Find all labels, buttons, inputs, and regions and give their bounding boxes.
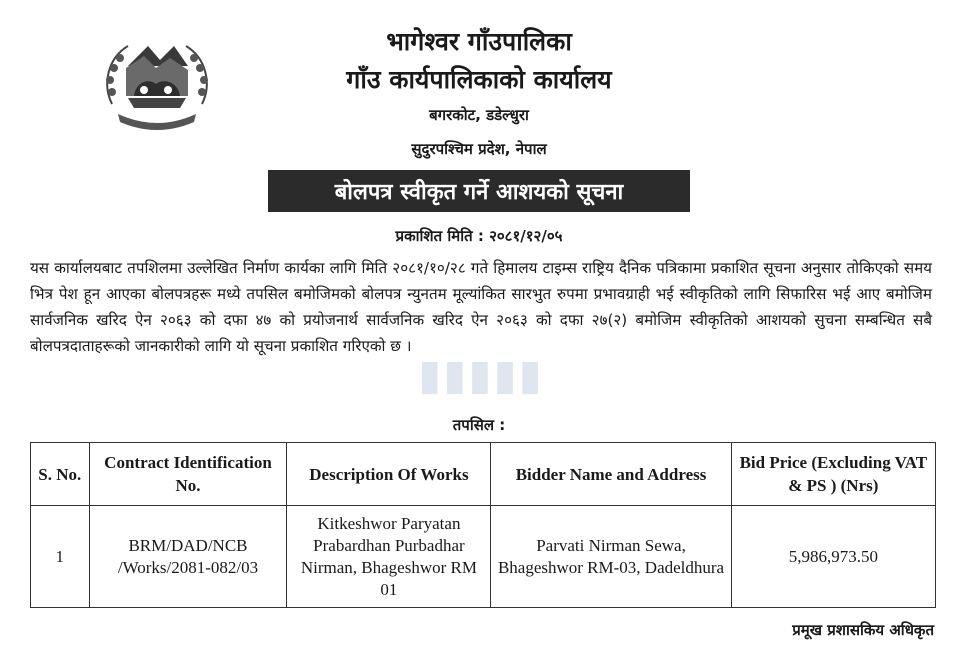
watermark-decoration: ▮▮▮▮▮ xyxy=(418,350,544,399)
cell-serial-no: 1 xyxy=(31,506,90,608)
province-name: सुदुरपश्चिम प्रदेश, नेपाल xyxy=(411,140,547,158)
header-serial-no: S. No. xyxy=(31,443,90,506)
header-contract-id: Contract Identification No. xyxy=(89,443,287,506)
cell-bidder: Parvati Nirman Sewa, Bhageshwor RM-03, Dadeldhura xyxy=(491,506,731,608)
published-date: प्रकाशित मिति : २०८१/१२/०५ xyxy=(395,227,563,245)
table-header-row xyxy=(31,443,936,506)
details-section-label: तपसिल : xyxy=(452,416,506,434)
cell-contract-id: BRM/DAD/NCB /Works/2081-082/03 xyxy=(89,506,287,608)
office-location: बगरकोट, डडेल्धुरा xyxy=(429,106,529,124)
header-description: Description Of Works xyxy=(287,443,491,506)
cell-description: Kitkeshwor Paryatan Prabardhan Purbadhar Nirman, Bhageshwor RM 01 xyxy=(287,506,491,608)
office-name: गाँउ कार्यपालिकाको कार्यालय xyxy=(346,65,612,94)
notice-title-banner: बोलपत्र स्वीकृत गर्ने आशयको सूचना xyxy=(268,170,690,212)
signatory-title: प्रमूख प्रशासकिय अधिकृत xyxy=(792,621,934,639)
municipality-name: भागेश्वर गाँउपालिका xyxy=(386,27,572,56)
header-bid-price: Bid Price (Excluding VAT & PS ) (Nrs) xyxy=(731,443,935,506)
header-bidder: Bidder Name and Address xyxy=(491,443,731,506)
cell-bid-price: 5,986,973.50 xyxy=(731,506,935,608)
table-row xyxy=(31,506,936,608)
notice-body-text: यस कार्यालयबाट तपशिलमा उल्लेखित निर्माण कार्यका लागि मिति २०८१/१०/२८ गते हिमालय टाइम्स राष्ट्रिय दैनिक पत्रिकामा प्रकाशित सूचना अनुसार तोकिएको समय भित्र पेश हून आएका बोलपत्रहरू मध्ये तपसिल बमोजिमको बोलपत्र न्युनतम मूल्यांकित सारभुत रुपमा प्रभावग्राही भई स्वीकृतिको लागि सिफारिस भई आए बमोजिम सार्वजनिक खरिद ऐन २०६३ को दफा ४७ को प्रयोजनार्थ सार्वजनिक खरिद ऐन २०६३ को दफा २७(२) बमोजिम स्वीकृतिको आशयको सुचना सम्बन्धित सबै बोलपत्रदाताहरूको जानकारीको लागि यो सूचना प्रकाशित गरिएको छ । xyxy=(30,259,932,355)
bid-details-table xyxy=(30,442,936,608)
